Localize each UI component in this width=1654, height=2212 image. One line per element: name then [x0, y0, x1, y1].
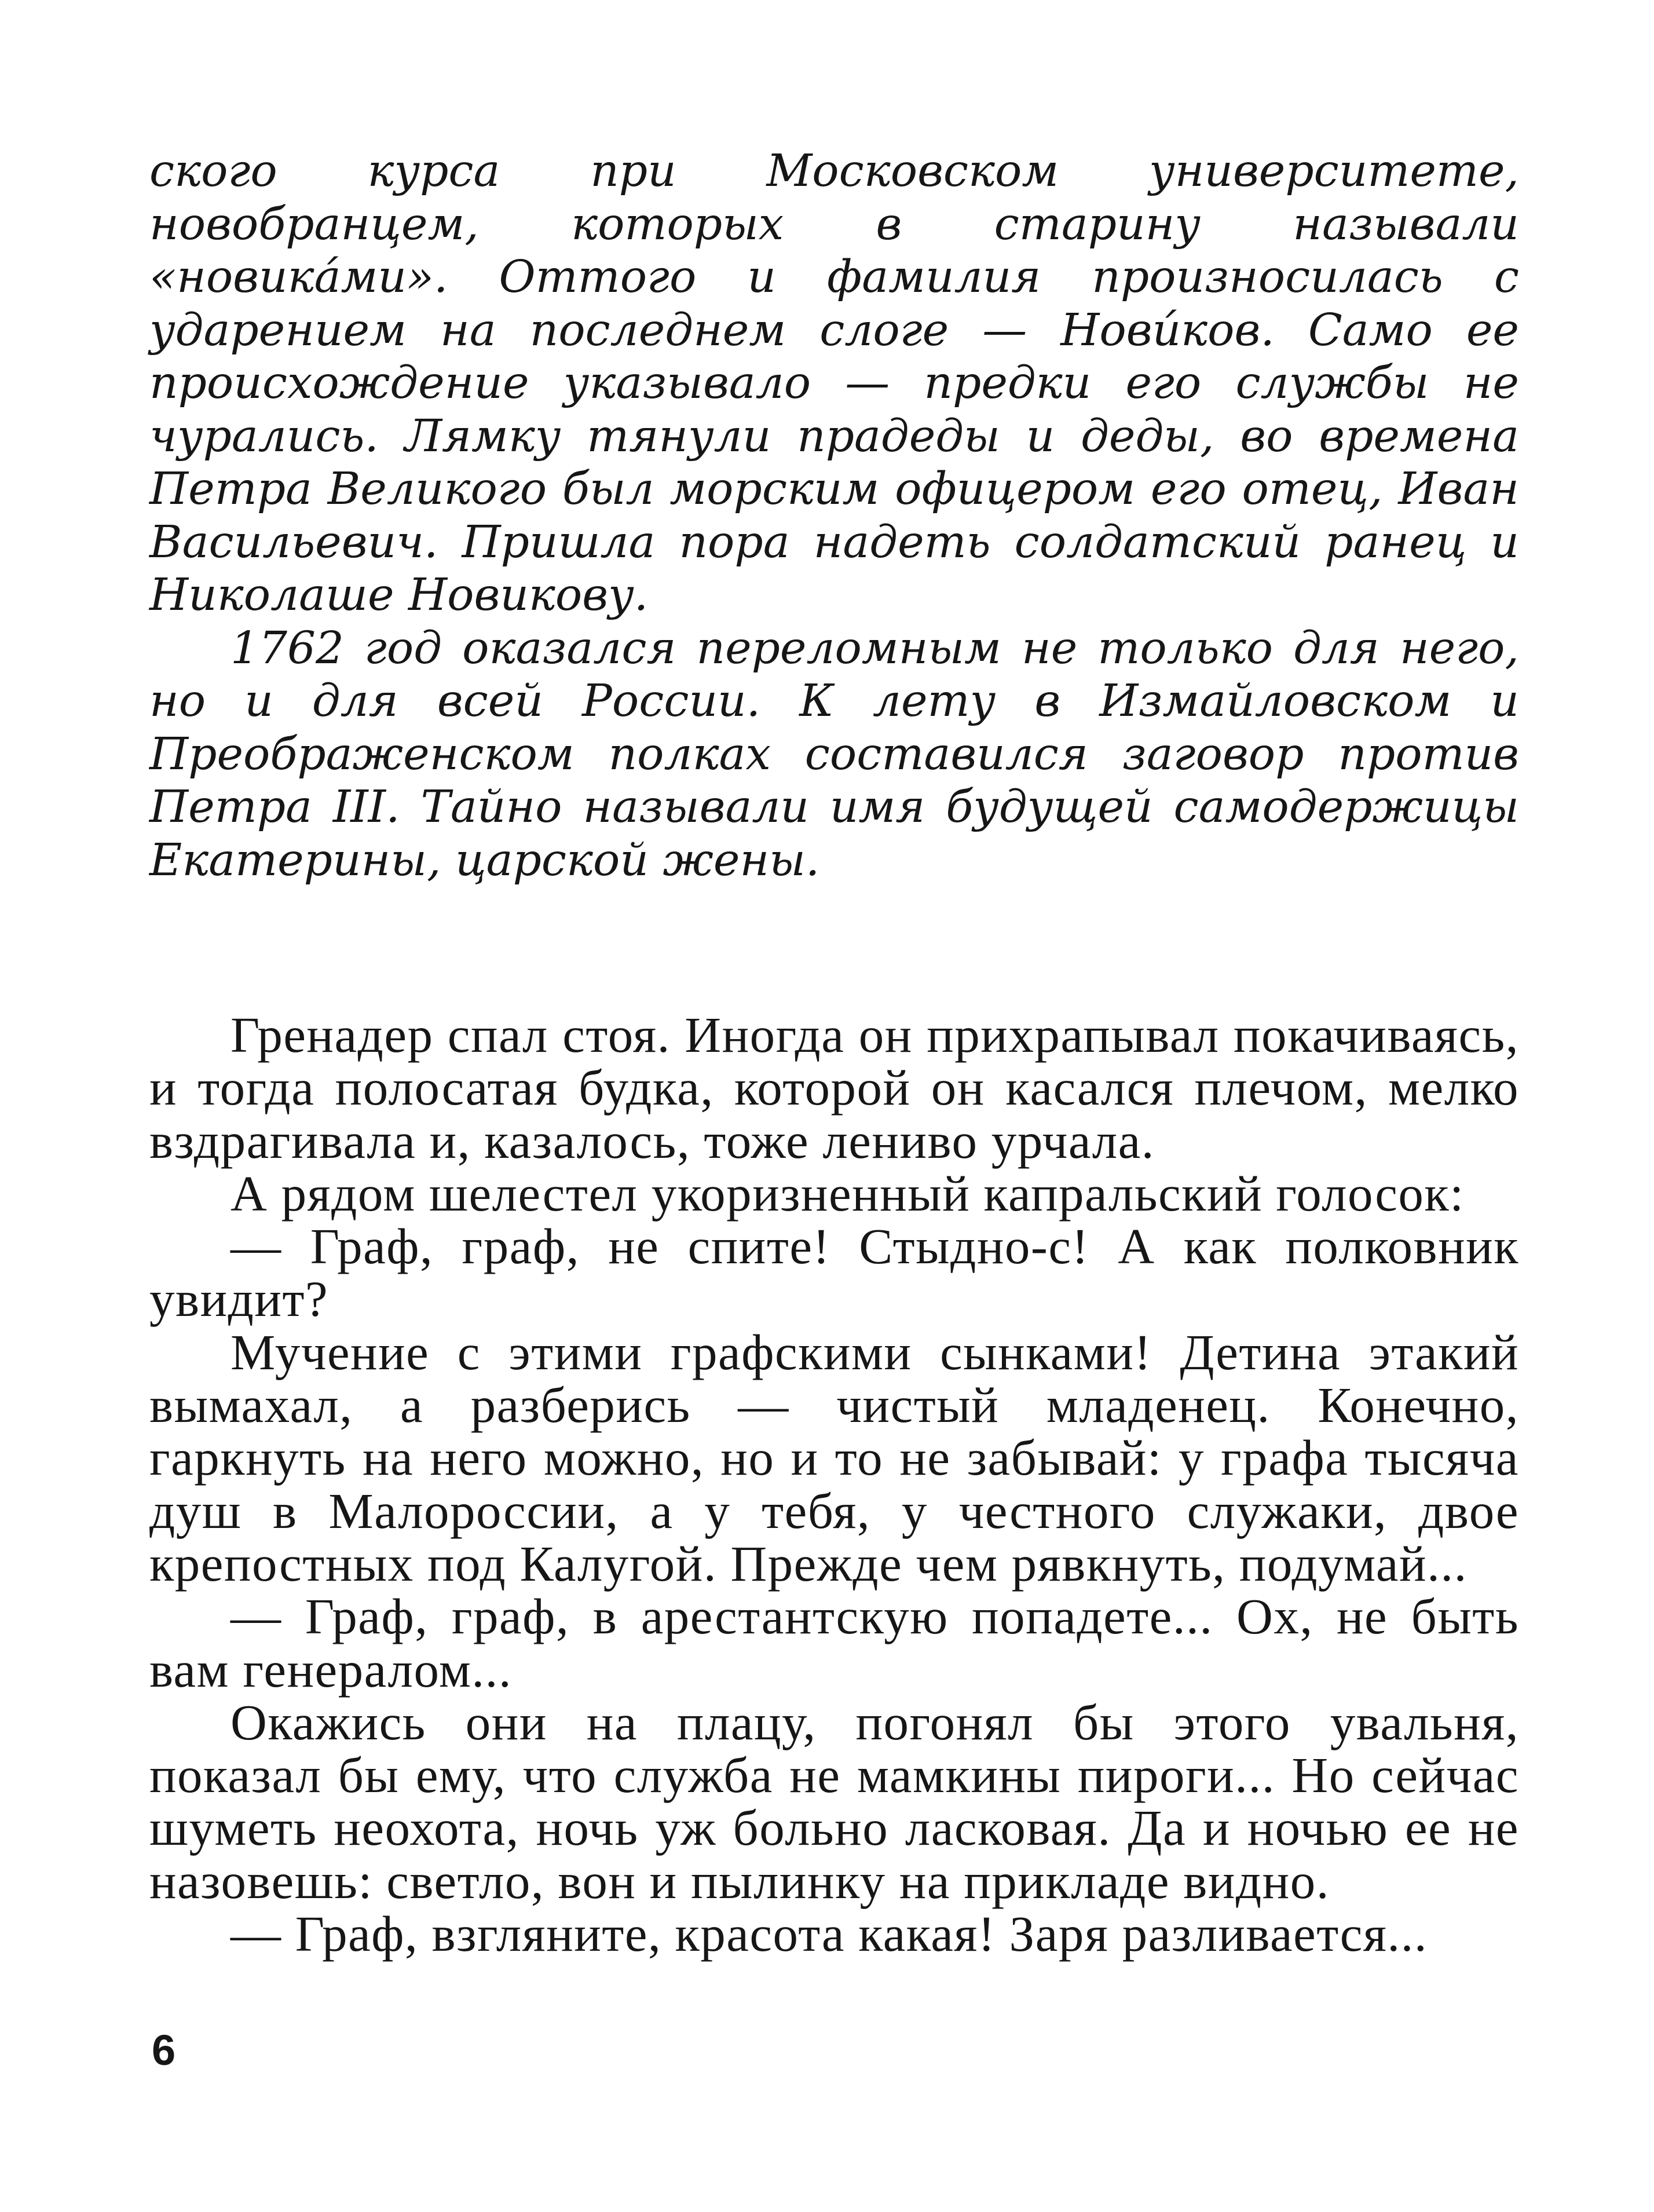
- book-page: [149, 145, 1519, 1960]
- italic-paragraph: ского курса при Московском университете, новобранцем, которых в старину называли «новика́ми». Оттого и фамилия произносилась с ударением на последнем слоге — Нови́ков. Само ее происхождение указывало — предки его службы не чурались. Лямку тянули прадеды и деды, во времена Петра Великого был морским офицером его отец, Иван Васильевич. Пришла пора надеть солдатский ранец и Николаше Новикову.: [149, 145, 1519, 621]
- section-gap: [149, 887, 1519, 1008]
- body-paragraph: Гренадер спал стоя. Иногда он прихрапывал покачиваясь, и тогда полосатая будка, которой он касался плечом, мелко вздрагивала и, казалось, тоже лениво урчала.: [149, 1007, 1519, 1169]
- body-paragraph: — Граф, граф, не спите! Стыдно-с! А как полковник увидит?: [149, 1218, 1519, 1328]
- italic-paragraph: 1762 год оказался переломным не только для него, но и для всей России. К лету в Измайловском и Преображенском полках составился заговор против Петра III. Тайно называли имя будущей самодержицы Екатерины, царской жены.: [149, 622, 1519, 886]
- body-paragraph: — Граф, взгляните, красота какая! Заря разливается...: [230, 1906, 1428, 1962]
- main-text: [149, 1008, 1519, 1960]
- italic-intro: [149, 145, 1519, 887]
- body-paragraph: Окажись они на плацу, погонял бы этого увальня, показал бы ему, что служба не мамкины пироги... Но сейчас шуметь неохота, ночь уж больно ласковая. Да и ночью ее не назовешь: светло, вон и пылинку на прикладе видно.: [149, 1694, 1519, 1909]
- body-paragraph: — Граф, граф, в арестантскую попадете... Ох, не быть вам генералом...: [149, 1588, 1519, 1698]
- page-number: 6: [152, 2026, 176, 2074]
- body-paragraph: А рядом шелестел укоризненный капральский голосок:: [230, 1165, 1465, 1222]
- body-paragraph: Мучение с этими графскими сынками! Детина этакий вымахал, а разберись — чистый младенец. Конечно, гаркнуть на него можно, но и то не забывай: у графа тысяча душ в Малороссии, а у тебя, у честного служаки, двое крепостных под Калугой. Прежде чем рявкнуть, подумай...: [149, 1323, 1519, 1592]
